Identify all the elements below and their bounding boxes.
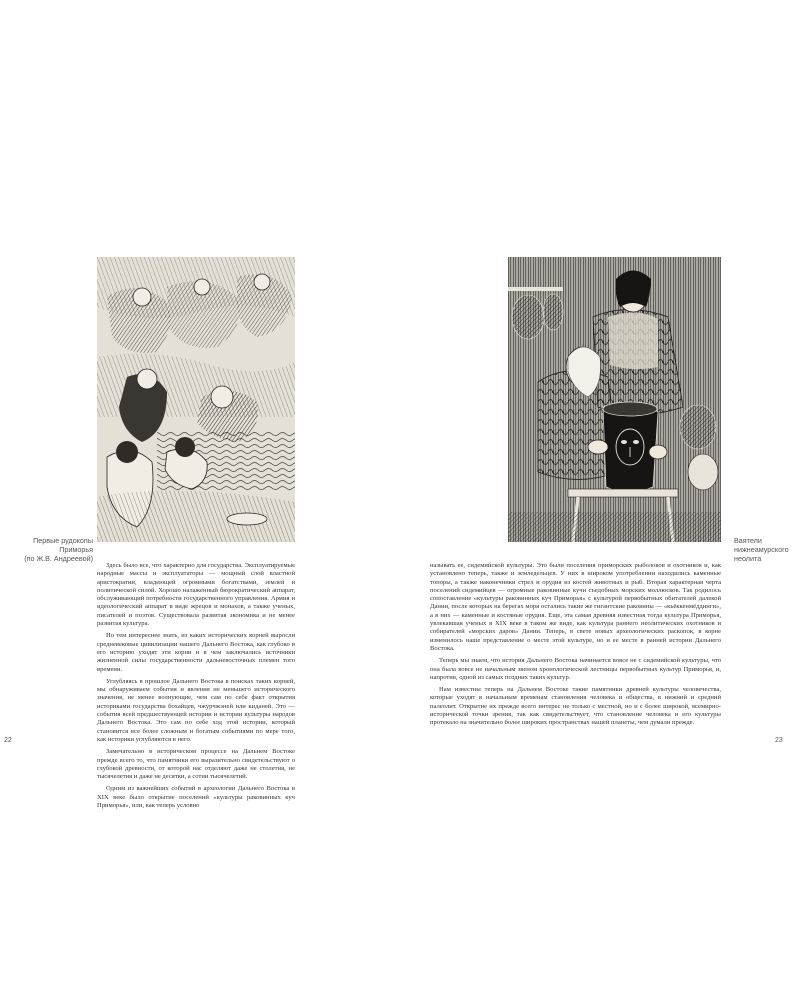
caption-line: Первые рудокопы <box>33 536 93 545</box>
paragraph: называть ее, сидемийской культуры. Это были поселения приморских рыболовов и охотников и, как установлено теперь, также и земледельцев. У них в широком употреблении находились каменные топоры, а также наконечники стрел и орудия из костей животных и рыб. Вторая характерная черта поселений сидемийцев — огромные раковинные кучи съедобных морских моллюсков. Так родилось сопоставление «культуры раковинных куч Приморья» с культурой первобытных обитателей далекой Дании, после которых на берегах моря остались такие же гигантские раковины — «кьёккенмёддинги», а в них — каменные и костяные орудия. Еще, эта самая древняя известная тогда культура Приморья, увлекавшая ученых в XIX веке в таком же виде, как культура раннего неолитических охотников и собирателей «морских даров» Дании. Теперь, в свете новых археологических раскопок, в корне изменилось наше представление о месте этой культуре, но и ее месте в ранней истории Дальнего Востока. <box>430 562 721 652</box>
paragraph: Теперь мы знаем, что история Дальнего Востока начинается вовсе не с сидемийской культуры, что она была вовсе не начальным звеном хронологической лестницы первобытных культур Приморья, и, напротив, одной из самых поздних таких культур. <box>430 657 721 681</box>
illustration-caption-left <box>0 536 93 563</box>
paragraph: Нам известны теперь на Дальнем Востоке такие памятники древней культуры человечества, которые уходят в начальным временам становления человека и общества, в нижний и средний палеолит. Открытие их прежде всего интерес не только с местной, но и с более широкой, всемирно-исторической точки зрения, так как свидетельствует, что становление человека и его культуры протекало на значительно более широких пространствах нашей планеты, чем думали прежде. <box>430 686 721 727</box>
engraving-first-miners <box>97 257 295 542</box>
engraving-neolithic-sculptors <box>508 257 721 542</box>
paragraph: Замечательно в историческом процессе на Дальнем Востоке прежде всего то, что памятники его выразительно свидетельствуют о глубокой древности, от которой нас отделяют даже не столетия, не тысячелетия и даже не десятки, а сотни тысячелетий. <box>97 748 295 781</box>
caption-line: (по Ж.В. Андреевой) <box>24 554 93 563</box>
body-text-left <box>97 562 295 810</box>
paragraph: Здесь было все, что характерно для государства. Эксплуатируемые народные массы и эксплуататоры — мощный слой властной аристократии, владеющей огромными богатствами, землей и политической силой. Хорошо налаженный бюрократический аппарат, обслуживающий потребности государственного управления. Армия и идеологический аппарат в виде жрецов и монахов, а также ученых, писателей и поэтов. Существовала развитая экономика и не менее развитая культура. <box>97 562 295 628</box>
engraving-neolithic-sculptors-art <box>508 257 721 542</box>
illustration-caption-right <box>734 536 800 563</box>
caption-line: неолита <box>734 554 762 563</box>
body-text-right <box>430 562 721 728</box>
paragraph: Углубляясь в прошлое Дальнего Востока в поисках таких корней, мы обнаруживаем события и явления не меньшего исторического значения, не менее волнующие, чем сам по себе факт открытия историками государства бохайцев, чжурчжэней или киданей. Это — события всей предшествующей истории и истории культуры народов Дальнего Востока. Это сам по себе ход этой истории, который становится все более сложным и богатым событиями по мере того, как историки углубляются в него. <box>97 677 295 743</box>
caption-line: Ваятели <box>734 536 762 545</box>
page-number-left: 22 <box>4 737 12 744</box>
caption-line: нижнеамурского <box>734 545 789 554</box>
caption-line: Приморья <box>59 545 93 554</box>
paragraph: Одним из важнейших событий в археологии Дальнего Востока в XIX веке было открытие поселений «культуры раковинных куч Приморья», или, как теперь условно <box>97 785 295 810</box>
engraving-first-miners-art <box>97 257 295 542</box>
page-number-right: 23 <box>775 737 783 744</box>
paragraph: Но тем интереснее знать, из каких исторических корней выросли средневековые цивилизации нашего Дальнего Востока, как глубоко в его историю уходят эти корни и в чем заключались источники жизненной силы государственности дальневосточных племен того времени. <box>97 632 295 673</box>
